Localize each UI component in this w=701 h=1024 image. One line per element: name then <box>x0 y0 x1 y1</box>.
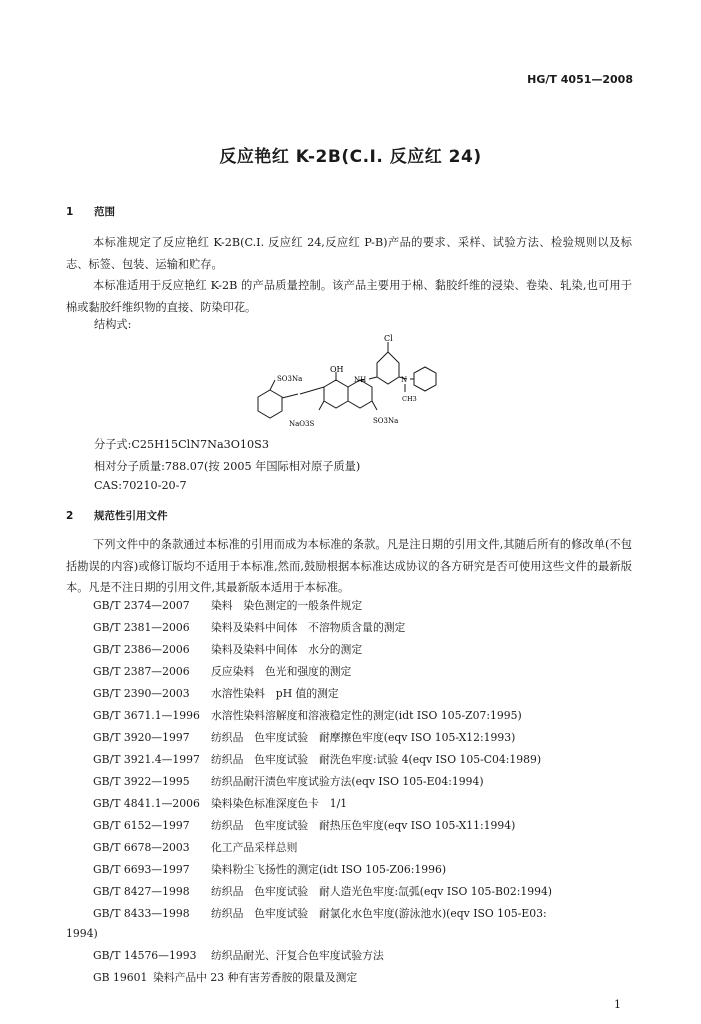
naphthalene-ring-right <box>348 380 372 408</box>
reference-item <box>93 598 362 613</box>
section-1-number: 1 <box>66 206 74 218</box>
standard-code: HG/T 4051—2008 <box>527 73 633 86</box>
section-1-title: 范围 <box>94 206 115 218</box>
scope-paragraph-1: 本标准规定了反应艳红 K-2B(C.I. 反应红 24,反应红 P-B)产品的要求、采样、试验方法、检验规则以及标志、标签、包装、运输和贮存。 <box>66 236 632 271</box>
reference-item <box>93 730 515 745</box>
formula-label-oh: OH <box>330 365 344 374</box>
reference-code: GB/T 3671.1—1996 <box>93 709 200 722</box>
structural-formula-diagram <box>245 330 465 432</box>
reference-title: 染料染色标准深度色卡 1/1 <box>211 797 348 810</box>
reference-item <box>93 664 351 679</box>
reference-title: 纺织品耐光、汗复合色牢度试验方法 <box>211 949 384 962</box>
reference-code: GB/T 3920—1997 <box>93 731 190 744</box>
reference-title: 染料及染料中间体 不溶物质含量的测定 <box>211 621 406 634</box>
reference-item <box>93 906 547 921</box>
reference-title: 纺织品 色牢度试验 耐人造光色牢度:氙弧(eqv ISO 105-B02:1994) <box>211 885 553 898</box>
reference-code: GB/T 4841.1—2006 <box>93 797 200 810</box>
reference-code: GB/T 2374—2007 <box>93 599 190 612</box>
reference-title: 化工产品采样总则 <box>211 841 298 854</box>
formula-label-so3na-right: SO3Na <box>373 417 399 425</box>
reference-title: 水溶性染料溶解度和溶液稳定性的测定(idt ISO 105-Z07:1995) <box>211 709 522 722</box>
scope-paragraph-2: 本标准适用于反应艳红 K-2B 的产品质量控制。该产品主要用于棉、黏胶纤维的浸染、卷染、轧染,也可用于棉或黏胶纤维织物的直接、防染印花。 <box>66 279 632 314</box>
reference-code: GB/T 6152—1997 <box>93 819 190 832</box>
reference-code: GB/T 2387—2006 <box>93 665 190 678</box>
reference-title: 反应染料 色光和强度的测定 <box>211 665 352 678</box>
reference-title: 纺织品 色牢度试验 耐摩擦色牢度(eqv ISO 105-X12:1993) <box>211 731 516 744</box>
normative-intro: 下列文件中的条款通过本标准的引用而成为本标准的条款。凡是注日期的引用文件,其随后所有的修改单(不包括勘误的内容)或修订版均不适用于本标准,然而,鼓励根据本标准达成协议的各方研究是否可使用这些文件的最新版本。凡是不注日期的引用文件,其最新版本适用于本标准。 <box>66 538 632 594</box>
reference-title: 纺织品 色牢度试验 耐热压色牢度(eqv ISO 105-X11:1994) <box>211 819 516 832</box>
naphthalene-ring-left <box>324 380 348 408</box>
reference-code: GB/T 8433—1998 <box>93 907 190 920</box>
reference-title: 染料产品中 23 种有害芳香胺的限量及测定 <box>153 971 358 984</box>
formula-label-nao3s: NaO3S <box>289 420 315 428</box>
reference-item <box>93 818 515 833</box>
reference-title: 纺织品耐汗渍色牢度试验方法(eqv ISO 105-E04:1994) <box>211 775 484 788</box>
formula-label-nh: NH <box>354 376 367 384</box>
reference-item <box>93 796 347 811</box>
reference-item <box>93 862 446 877</box>
reference-title: 染料及染料中间体 水分的测定 <box>211 643 363 656</box>
reference-item <box>93 840 297 855</box>
reference-code: GB/T 8427—1998 <box>93 885 190 898</box>
structure-label: 结构式: <box>94 318 132 331</box>
page-number: 1 <box>614 998 621 1011</box>
formula-label-so3na-top: SO3Na <box>277 375 303 383</box>
reference-item <box>93 970 357 985</box>
reference-item <box>93 774 484 789</box>
formula-label-ch3: CH3 <box>402 395 417 403</box>
reference-item <box>93 884 552 899</box>
reference-item <box>93 686 339 701</box>
reference-code: GB/T 3921.4—1997 <box>93 753 200 766</box>
section-1-heading <box>66 204 115 219</box>
reference-item <box>93 948 384 963</box>
cas-number: CAS:70210-20-7 <box>94 479 187 492</box>
reference-title: 纺织品 色牢度试验 耐洗色牢度:试验 4(eqv ISO 105-C04:1989) <box>211 753 542 766</box>
reference-item <box>93 642 362 657</box>
reference-title: 纺织品 色牢度试验 耐氯化水色牢度(游泳池水)(eqv ISO 105-E03: <box>211 907 547 920</box>
section-2-title: 规范性引用文件 <box>94 510 168 522</box>
section-2-heading <box>66 508 168 523</box>
reference-wrap: 1994) <box>66 927 98 940</box>
molecular-formula: 分子式:C25H15ClN7Na3O10S3 <box>94 438 269 451</box>
formula-label-cl: Cl <box>384 334 393 343</box>
reference-item <box>93 708 522 723</box>
reference-code: GB/T 14576—1993 <box>93 949 197 962</box>
reference-item <box>93 752 541 767</box>
reference-code: GB/T 6678—2003 <box>93 841 190 854</box>
document-title: 反应艳红 K-2B(C.I. 反应红 24) <box>219 147 482 167</box>
reference-code: GB 19601 <box>93 971 148 984</box>
reference-item <box>93 620 405 635</box>
reference-code: GB/T 2390—2003 <box>93 687 190 700</box>
reference-title: 水溶性染料 pH 值的测定 <box>211 687 339 700</box>
phenyl-ring <box>414 367 436 391</box>
reference-title: 染料 染色测定的一般条件规定 <box>211 599 363 612</box>
reference-code: GB/T 2386—2006 <box>93 643 190 656</box>
section-2-number: 2 <box>66 510 74 522</box>
benzene-ring-left <box>258 390 282 418</box>
formula-label-n: N <box>401 376 408 384</box>
triazine-ring <box>377 352 399 384</box>
reference-code: GB/T 3922—1995 <box>93 775 190 788</box>
reference-title: 染料粉尘飞扬性的测定(idt ISO 105-Z06:1996) <box>211 863 447 876</box>
reference-code: GB/T 6693—1997 <box>93 863 190 876</box>
reference-code: GB/T 2381—2006 <box>93 621 190 634</box>
molecular-weight: 相对分子质量:788.07(按 2005 年国际相对原子质量) <box>94 460 361 473</box>
